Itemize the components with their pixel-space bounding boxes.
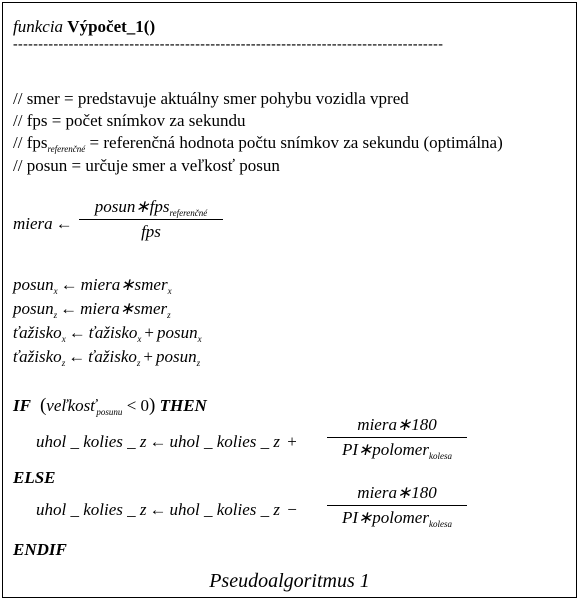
comment-posun: // posun = určuje smer a veľkosť posun [13, 156, 280, 175]
fraction-bar [327, 505, 467, 506]
rhs-a-subscript: x [137, 334, 142, 344]
denominator-subscript: kolesa [428, 451, 452, 461]
comment-fps: // fps = počet snímkov za sekundu [13, 111, 246, 130]
assignment-tazisko-x [13, 323, 202, 343]
lhs: ťažisko [13, 323, 62, 342]
assign-arrow: ← [60, 299, 78, 318]
pseudocode-frame [2, 2, 577, 598]
plus-sign: + [287, 432, 297, 451]
plus-sign: + [143, 347, 153, 366]
condition-compare: < 0 [126, 396, 150, 415]
lhs-subscript: x [53, 286, 58, 296]
plus-sign: + [144, 323, 154, 342]
rhs-subscript: x [167, 286, 172, 296]
rhs-a: ťažisko [88, 347, 137, 366]
lhs: posun [13, 299, 54, 318]
miera-lhs [13, 214, 76, 234]
miera-fraction [79, 197, 223, 242]
rhs-subscript: z [167, 310, 171, 320]
rhs: uhol _ kolies _ z [169, 432, 280, 451]
assign-arrow: ← [149, 500, 167, 519]
fraction-numerator: miera∗180 [357, 415, 437, 434]
lhs: posun [13, 275, 54, 294]
if-keyword: IF [13, 396, 31, 415]
if-line [13, 395, 207, 417]
assignment-posun-z [13, 299, 171, 319]
comment-fps-ref-subscript: referenčné [47, 144, 86, 154]
assignment-tazisko-z [13, 347, 200, 367]
function-header [13, 17, 155, 37]
denominator-main: PI∗polomer [342, 440, 429, 459]
fraction-numerator: miera∗180 [357, 483, 437, 502]
lhs-subscript: x [61, 334, 66, 344]
rhs-b: posun [156, 347, 197, 366]
close-paren: ) [149, 395, 156, 416]
fraction-denominator [327, 440, 467, 460]
denominator-subscript: kolesa [428, 519, 452, 529]
endif-keyword: ENDIF [13, 540, 67, 559]
numerator-main: posun∗fps [94, 197, 170, 216]
assign-arrow: ← [68, 323, 86, 342]
comment-smer: // smer = predstavuje aktuálny smer pohybu vozidla vpred [13, 89, 409, 108]
fraction-denominator [327, 508, 467, 528]
comment-fps-ref-text: = referenčná hodnota počtu snímkov za sekundu (optimálna) [89, 133, 503, 152]
rhs: miera∗smer [80, 299, 168, 318]
then-fraction [327, 415, 467, 460]
comment-fps-ref-prefix: // fps [13, 133, 48, 152]
lhs-subscript: z [53, 310, 58, 320]
assign-arrow: ← [68, 347, 86, 366]
denominator-main: PI∗polomer [342, 508, 429, 527]
miera-numerator [79, 197, 223, 217]
caption: Pseudoalgoritmus 1 [209, 570, 370, 592]
fraction-bar [327, 437, 467, 438]
miera-denominator: fps [141, 222, 161, 241]
assignment-posun-x [13, 275, 172, 295]
rhs-a-subscript: z [136, 358, 141, 368]
then-keyword: THEN [159, 396, 207, 415]
else-statement [36, 500, 300, 520]
function-name: Výpočet_1() [67, 17, 156, 36]
rhs-b-subscript: x [197, 334, 202, 344]
fraction-bar [79, 219, 223, 220]
else-keyword: ELSE [13, 468, 56, 487]
lhs: uhol _ kolies _ z [36, 432, 147, 451]
assign-arrow: ← [55, 214, 73, 233]
assign-arrow: ← [60, 275, 78, 294]
assign-arrow: ← [149, 432, 167, 451]
numerator-subscript: referenčné [169, 208, 208, 218]
comment-fps-referencne [13, 133, 503, 153]
open-paren: ( [35, 395, 47, 416]
else-fraction [327, 483, 467, 528]
miera-var: miera [13, 214, 53, 233]
lhs: ťažisko [13, 347, 62, 366]
lhs-subscript: z [61, 358, 66, 368]
then-statement [36, 432, 300, 452]
separator-line: ------------------------------------------------------------------------------------- [13, 37, 444, 52]
lhs: uhol _ kolies _ z [36, 500, 147, 519]
rhs: uhol _ kolies _ z [169, 500, 280, 519]
function-keyword: funkcia [13, 17, 64, 36]
condition-var: veľkosť [46, 396, 97, 415]
rhs-a: ťažisko [88, 323, 138, 342]
minus-sign: − [287, 500, 297, 519]
rhs-b: posun [156, 323, 198, 342]
rhs-b-subscript: z [196, 358, 201, 368]
rhs: miera∗smer [80, 275, 168, 294]
condition-subscript: posunu [96, 407, 123, 417]
